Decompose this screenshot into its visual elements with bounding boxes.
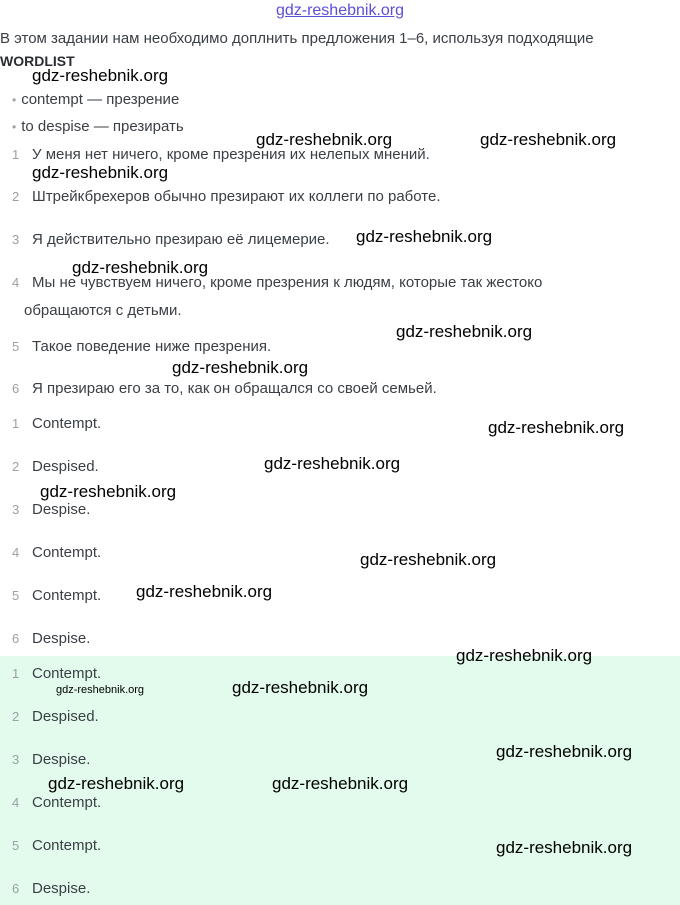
answer-row: 4 Contempt. (12, 544, 102, 561)
sentence-row: 6 Я презираю его за то, как он обращался со своей семьей. (12, 380, 437, 397)
answer-row: 3 Despise. (12, 751, 91, 768)
sentence-row: 1 У меня нет ничего, кроме презрения их нелепых мнений. (12, 146, 430, 163)
answer-row: 5 Contempt. (12, 587, 102, 604)
wordlist-title: WORDLIST (0, 53, 75, 69)
sentence-row: 2 Штрейкбрехеров обычно презирают их коллеги по работе. (12, 188, 441, 205)
watermark: gdz-reshebnik.org (256, 130, 393, 149)
sentence-continuation: обращаются с детьми. (24, 302, 182, 319)
answer-row: 4 Contempt. (12, 794, 102, 811)
watermark: gdz-reshebnik.org (232, 678, 369, 697)
watermark: gdz-reshebnik.org (496, 742, 633, 761)
answer-row: 5 Contempt. (12, 837, 102, 854)
bullet-icon: • (12, 120, 17, 134)
watermark: gdz-reshebnik.org (32, 66, 169, 85)
watermark: gdz-reshebnik.org (456, 646, 593, 665)
watermark: gdz-reshebnik.org (496, 838, 633, 857)
watermark: gdz-reshebnik.org (48, 774, 185, 793)
answer-row: 1 Contempt. (12, 415, 102, 432)
watermark: gdz-reshebnik.org (360, 550, 497, 569)
watermark: gdz-reshebnik.org (40, 482, 177, 501)
sentence-row: 4 Мы не чувствуем ничего, кроме презрения к людям, которые так жестоко (12, 274, 543, 291)
watermark: gdz-reshebnik.org (272, 774, 409, 793)
site-link[interactable]: gdz-reshebnik.org (275, 2, 405, 19)
watermark: gdz-reshebnik.org (396, 322, 533, 341)
answer-row: 6 Despise. (12, 630, 91, 647)
answer-row: 1 Contempt. (12, 665, 102, 682)
watermark: gdz-reshebnik.org (136, 582, 273, 601)
sentence-row: 5 Такое поведение ниже презрения. (12, 338, 272, 355)
answer-row: 2 Despised. (12, 458, 99, 475)
watermark: gdz-reshebnik.org (480, 130, 617, 149)
answer-row: 2 Despised. (12, 708, 99, 725)
watermark: gdz-reshebnik.org (72, 258, 209, 277)
sentence-row: 3 Я действительно презираю её лицемерие. (12, 231, 330, 248)
wordlist-item: • to despise — презирать (12, 118, 184, 135)
wordlist-item: • contempt — презрение (12, 91, 180, 108)
watermark: gdz-reshebnik.org (488, 418, 625, 437)
watermark: gdz-reshebnik.org (32, 163, 169, 182)
watermark: gdz-reshebnik.org (172, 358, 309, 377)
answer-row: 6 Despise. (12, 880, 91, 897)
answer-row: 3 Despise. (12, 501, 91, 518)
watermark: gdz-reshebnik.org (56, 684, 145, 696)
watermark: gdz-reshebnik.org (356, 227, 493, 246)
bullet-icon: • (12, 93, 17, 107)
task-intro: В этом задании нам необходимо доплнить предложения 1–6, используя подходящие (0, 30, 594, 47)
watermark: gdz-reshebnik.org (264, 454, 401, 473)
